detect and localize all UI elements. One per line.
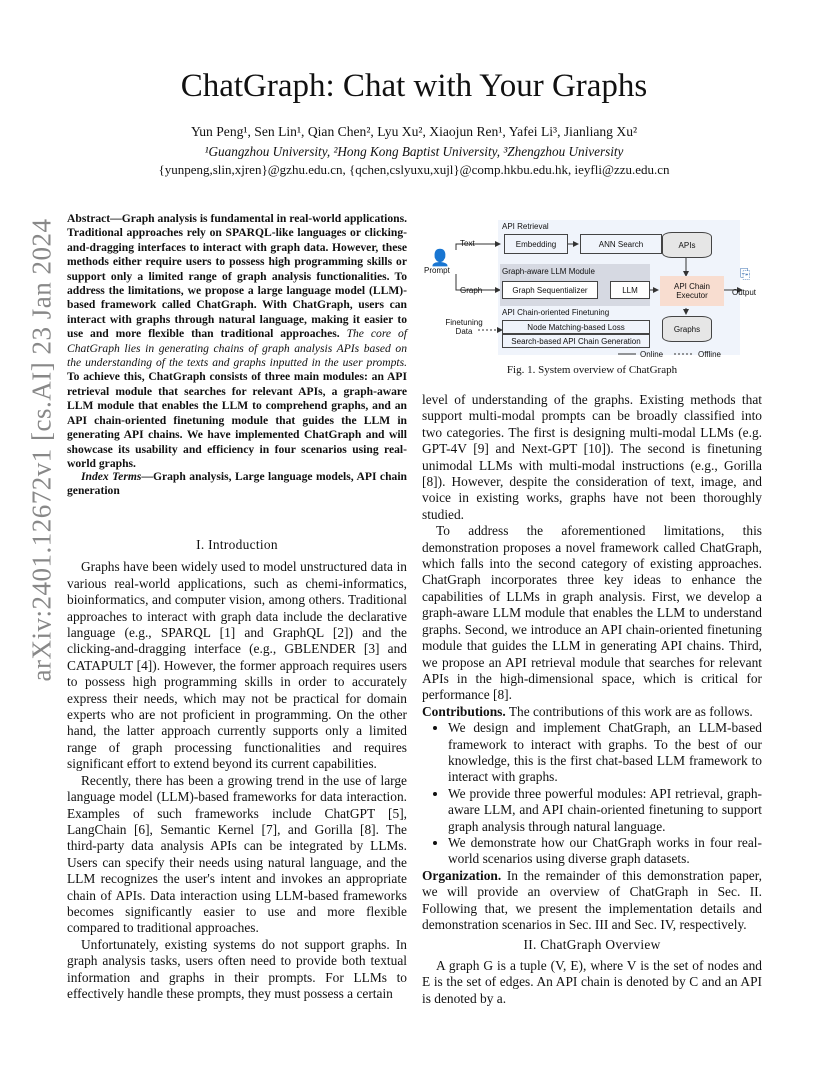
section-1-title: I. Introduction: [196, 537, 278, 552]
prompt-label: Prompt: [424, 266, 450, 275]
abstract: [67, 212, 407, 471]
paper-title: ChatGraph: Chat with Your Graphs: [180, 68, 648, 104]
embedding-box: Embedding: [504, 234, 568, 254]
affiliations: ¹Guangzhou University, ²Hong Kong Baptist University, ³Zhengzhou University: [204, 144, 624, 159]
contributions-label: Contributions.: [422, 703, 506, 719]
llm-box: LLM: [610, 281, 650, 299]
emails: {yunpeng,slin,xjren}@gzhu.edu.cn, {qchen,cslyuxu,xujl}@comp.hkbu.edu.hk, ieyfli@zzu.edu.cn: [158, 162, 670, 177]
apis-cylinder: APIs: [662, 232, 712, 258]
contributions-list: [422, 720, 762, 868]
output-icon: ⎘: [740, 266, 751, 281]
graph-aware-label: Graph-aware LLM Module: [502, 267, 595, 276]
index-terms-label: Index Terms: [81, 470, 142, 483]
arxiv-stamp: arXiv:2401.12672v1 [cs.AI] 23 Jan 2024: [26, 218, 57, 682]
section-2-title: II. ChatGraph Overview: [523, 937, 661, 953]
paragraph: Graphs have been widely used to model unstructured data in various real-world applications, such as chemi-informatics, bioinformatics, and computer vision, among others. Traditional approaches to interact with graph data include the declarative language (e.g., SPARQL [1] and GraphQL [2]) and the clicking-and-dragging interface (e.g., GBLENDER [3] and CATAPULT [4]). However, the former approach requires users to possess high programming skills in order to accurately express their needs, which may not be practical for domain experts who are not proficient in programming. On the other hand, the latter approach currently supports only a limited range of graph processing functionalities and requires significant effort to extend beyond its current capabilities.: [67, 559, 407, 772]
figure-caption: Fig. 1. System overview of ChatGraph: [506, 364, 678, 376]
contributions-paragraph: [422, 704, 762, 720]
node-matching-box: Node Matching-based Loss: [502, 320, 650, 334]
finetuning-label: API Chain-oriented Finetuning: [502, 308, 610, 317]
paragraph: To address the aforementioned limitations, this demonstration proposes a novel framework called ChatGraph, which falls into the second category of existing approaches. ChatGraph incorporates three key ideas to enhance the capabilities of LLMs in graph analysis. First, we develop a graph-aware LLM module that enables the LLM to understand graphs. Second, we introduce an API chain-oriented finetuning module that guides the LLM in generating API chains. Third, we propose an API retrieval module that searches for relevant APIs in the high-dimensional space, which is critical for performance [8].: [422, 523, 762, 703]
paragraph: Unfortunately, existing systems do not support graphs. In graph analysis tasks, users often need to provide both textual information and graphs in their prompts. For LLMs to effectively handle these prompts, they must possess a certain: [67, 936, 407, 1001]
organization-paragraph: [422, 868, 762, 934]
list-item: • We design and implement ChatGraph, an LLM-based framework to interact with graphs. To the best of our knowledge, this is the first chat-based LLM framework to interact with graphs.: [448, 720, 762, 786]
graphs-cylinder: Graphs: [662, 316, 712, 342]
graph-label: Graph: [460, 286, 483, 295]
abstract-bold: Abstract—Graph analysis is fundamental in real-world applications. Traditional approaches rely on SPARQL-like languages or clicking-and-dragging interfaces to interact with graph data. However, these methods either require users to possess high programming skills or support only a limited range of graph analysis functionalities. To address the limitations, we propose a large language model (LLM)-based framework called ChatGraph. With ChatGraph, users can interact with graphs through natural language, making it easier to use and more flexible than traditional approaches.: [67, 212, 407, 341]
left-column-body: [67, 537, 407, 1002]
output-label: Output: [732, 288, 757, 297]
abstract-italic: The core of ChatGraph lies in generating chains of graph analysis APIs based on the understanding of the texts and graphs inputted in the user prompts.: [67, 327, 407, 370]
user-icon: 👤: [430, 250, 450, 267]
api-retrieval-label: API Retrieval: [502, 222, 549, 231]
index-terms-text: —Graph analysis, Large language models, API chain generation: [67, 470, 407, 498]
system-overview-figure: [422, 212, 762, 362]
text-label: Text: [460, 239, 475, 248]
list-item: • We demonstrate how our ChatGraph works in four real-world scenarios using diverse graph datasets.: [448, 835, 762, 868]
organization-text: In the remainder of this demonstration paper, we will provide an overview of ChatGraph in Sec. II. Following that, we present the implementation details and demonstration scenarios in Sec. III and Sec. IV, respectively.: [422, 867, 762, 932]
paragraph: level of understanding of the graphs. Existing methods that support multi-modal prompts can be broadly classified into two categories. The first is designing multi-modal LLMs (e.g. GPT-4V [9] and Next-GPT [10]). The second is finetuning unimodal LLMs with multi-modal instructions (e.g., Gorilla [8]). However, despite the consideration of text, image, and voice in existing works, graphs have not been thoroughly studied.: [422, 392, 762, 522]
index-terms: [67, 470, 407, 499]
search-based-box: Search-based API Chain Generation: [502, 334, 650, 348]
authors: Yun Peng¹, Sen Lin¹, Qian Chen², Lyu Xu², Xiaojun Ren¹, Yafei Li³, Jianliang Xu²: [190, 124, 638, 139]
online-legend: Online: [640, 350, 664, 359]
right-column-body: [422, 392, 762, 1007]
ann-search-box: ANN Search: [580, 234, 662, 254]
executor-box: API Chain Executor: [660, 276, 724, 306]
contributions-text: The contributions of this work are as follows.: [505, 703, 753, 719]
list-item: • We provide three powerful modules: API retrieval, graph-aware LLM, and API chain-oriented finetuning to support graph analysis through natural language.: [448, 786, 762, 835]
finetuning-data-label: Finetuning Data: [445, 318, 483, 336]
paragraph: A graph G is a tuple (V, E), where V is the set of nodes and E is the set of edges. An API chain is denoted by C and an API is denoted by a.: [422, 957, 762, 1006]
organization-label: Organization.: [422, 867, 502, 883]
abstract-bold-2: To achieve this, ChatGraph consists of three main modules: an API retrieval module that searches for relevant APIs, a graph-aware LLM module that enables the LLM to comprehend graphs, and an API chain-oriented finetuning module that guides the LLM in generating API chains. We have implemented ChatGraph and will showcase its usability and efficiency in four scenarios using real-world graphs.: [67, 370, 407, 470]
offline-legend: Offline: [698, 350, 721, 359]
paragraph: Recently, there has been a growing trend in the use of large language model (LLM)-based frameworks for data interaction. Examples of such frameworks include ChatGPT [5], LangChain [6], Semantic Kernel [7], and Gorilla [8]. The third-party data analysis APIs can be integrated by LLMs. Users can specify their needs using natural language, and the LLM recognizes the user's intent and invokes an appropriate chain of APIs. Data interaction using LLM-based frameworks becomes significantly easier to use and more flexible compared to traditional approaches.: [67, 772, 407, 936]
sequentializer-box: Graph Sequentializer: [502, 281, 598, 299]
